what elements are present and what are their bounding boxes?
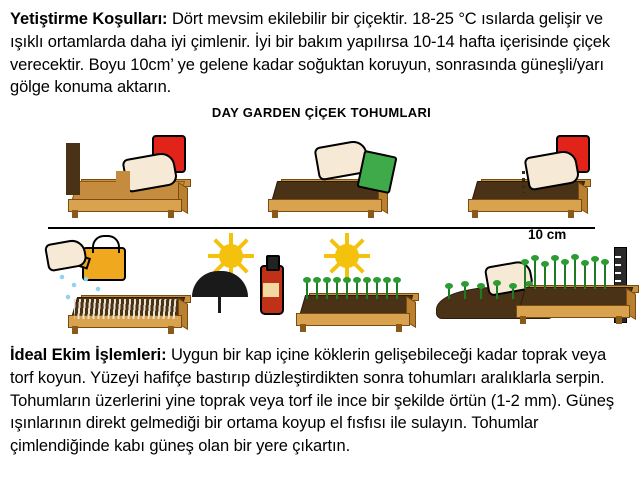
- soil-texture-icon: [74, 299, 178, 319]
- tray-icon: [516, 283, 626, 323]
- panel-divider: [48, 227, 595, 229]
- step-growth-measure: [522, 225, 642, 337]
- step-add-fertilizer: [260, 135, 420, 225]
- planting-steps-text: Uygun bir kap içine köklerin gelişebileceği kadar toprak veya torf koyun. Yüzeyi hafifçe bastırıp düzleştirdikten sonra tohumları aralıklarla serpin. Tohumların üzerlerini yine toprak veya torf ile ince bir şekilde örtün (1-2 mm). Güneş ışınlarının direkt gelmediği bir ortama koyup el fısfısı ile sulayın. Tohumlar çimlendiğinde kabı güneş olan bir yere çıkartın.: [10, 346, 614, 456]
- ruler-label: 10 cm: [528, 227, 567, 243]
- growing-conditions-heading: Yetiştirme Koşulları:: [10, 10, 168, 28]
- umbrella-icon: [192, 271, 248, 311]
- chemical-bottle-icon: [260, 265, 284, 315]
- brand-title: DAY GARDEN ÇİÇEK TOHUMLARI: [211, 105, 432, 121]
- sprouts-icon: [522, 255, 630, 289]
- illustration-panel: [10, 105, 633, 340]
- sun-icon: [326, 235, 368, 277]
- soil-post-icon: [66, 143, 80, 195]
- seed-stream-icon: [522, 171, 525, 193]
- fertilizer-bag-icon: [356, 150, 397, 194]
- growing-conditions-paragraph: [10, 8, 633, 99]
- soil-stream-icon: [116, 171, 130, 195]
- sprouts-icon: [302, 275, 410, 299]
- growing-conditions-text: Dört mevsim ekilebilir bir çiçektir. 18-25 °C ısılarda gelişir ve ışıklı ortamlarda daha iyi çimlenir. İyi bir bakım yapılırsa 10-14 hafta içerisinde çiçek verecektir. Boyu 10cm’ ye gelene kadar soğuktan koruyun, sonrasında güneşli/yarı gölge konuma aktarın.: [10, 10, 611, 97]
- planting-steps-heading: İdeal Ekim İşlemleri:: [10, 346, 167, 365]
- step-sow-seeds: [460, 135, 630, 225]
- step-fill-soil: [60, 135, 220, 225]
- planting-steps-paragraph: [10, 344, 633, 458]
